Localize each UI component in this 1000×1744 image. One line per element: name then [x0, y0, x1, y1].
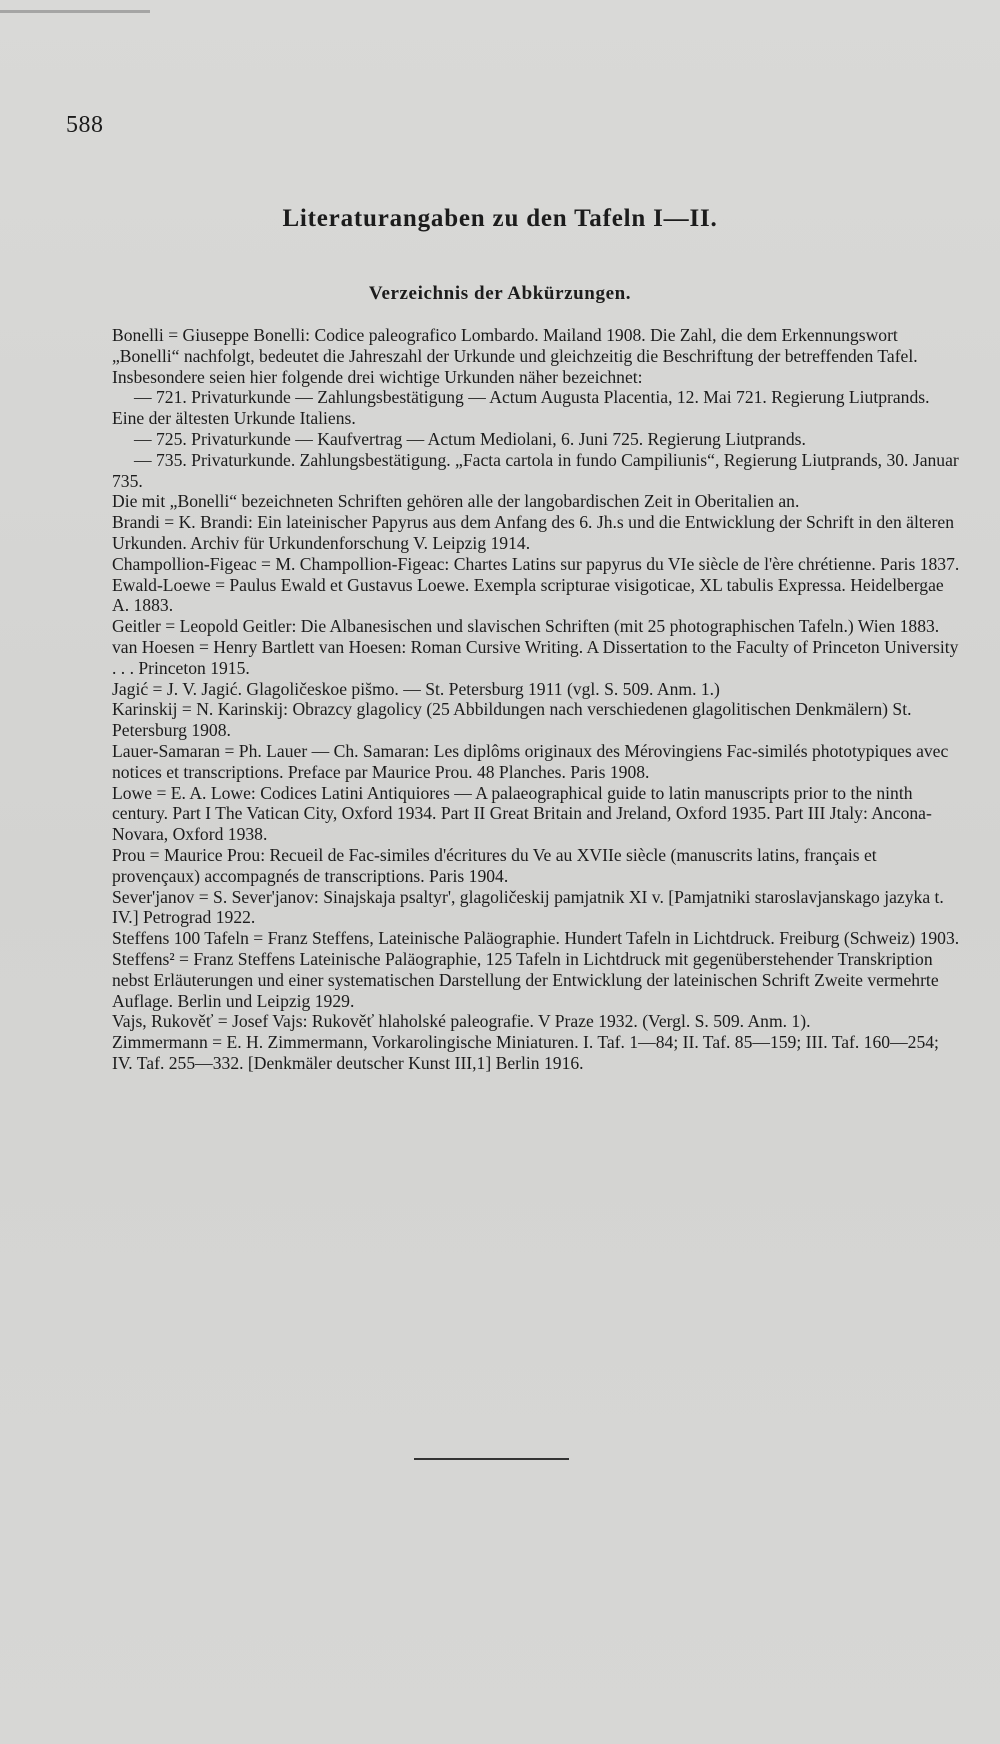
entry-ewald-loewe: Ewald-Loewe = Paulus Ewald et Gustavus Loewe. Exempla scripturae visigoticae, XL tabulis Expressa. Heidelbergae A. 1883. [112, 574, 944, 616]
entry-brandi: Brandi = K. Brandi: Ein lateinischer Papyrus aus dem Anfang des 6. Jh.s und die Entwicklung der Schrift in den älteren Urkunden. Archiv für Urkundenforschung V. Leipzig 1914. [112, 512, 955, 553]
entry-bonelli: Bonelli = Giuseppe Bonelli: Codice paleografico Lombardo. Mailand 1908. Die Zahl, die dem Erkennungswort „Bonelli“ nachfolgt, bedeutet die Jahreszahl der Urkunde und gleichzeitig die Beschriftung der betreffenden Tafel. Insbesondere seien hier folgende drei wichtige Urkunden näher bezeichnet: [112, 325, 918, 387]
page-title: Literaturangaben zu den Tafeln I—II. [282, 205, 718, 232]
abbreviation-list [112, 325, 964, 1074]
entry-jagic: Jagić = J. V. Jagić. Glagoličeskoe pis̆mo. — St. Petersburg 1911 (vgl. S. 509. Anm. 1.) [112, 678, 720, 699]
entry-bonelli-735: — 735. Privaturkunde. Zahlungsbestätigung. „Facta cartola in fundo Campiliunis“, Regierung Liutprands, 30. Januar 735. [112, 449, 959, 491]
entry-prou: Prou = Maurice Prou: Recueil de Fac-similes d'écritures du Ve au XVIIe siècle (manuscrits latins, français et provençaux) accompagnés de transcriptions. Paris 1904. [112, 844, 877, 886]
entry-lauer-samaran: Lauer-Samaran = Ph. Lauer — Ch. Samaran: Les diplôms originaux des Mérovingiens Fac-similés phototypiques avec notices et transcriptions. Preface par Maurice Prou. 48 Planches. Paris 1908. [112, 740, 949, 782]
entry-zimmermann: Zimmermann = E. H. Zimmermann, Vorkarolingische Miniaturen. I. Taf. 1—84; II. Taf. 85—159; III. Taf. 160—254; IV. Taf. 255—332. [Denkmäler deutscher Kunst III,1] Berlin 1916. [112, 1032, 939, 1073]
entry-karinskij: Karinskij = N. Karinskij: Obrazcy glagolicy (25 Abbildungen nach verschiedenen glagolitischen Denkmälern) St. Petersburg 1908. [112, 699, 912, 741]
closing-rule [414, 1458, 569, 1460]
entry-van-hoesen: van Hoesen = Henry Bartlett van Hoesen: Roman Cursive Writing. A Dissertation to the Faculty of Princeton University . . . Princeton 1915. [112, 636, 959, 678]
entry-lowe: Lowe = E. A. Lowe: Codices Latini Antiquiores — A palaeographical guide to latin manuscripts prior to the ninth century. Part I The Vatican City, Oxford 1934. Part II Great Britain and Jreland, Oxford 1935. Part III Jtaly: Ancona-Novara, Oxford 1938. [112, 782, 932, 845]
entry-severjanov: Sever'janov = S. Sever'janov: Sinajskaja psaltyr', glagoličeskij pamjatnik XI v. [Pamjatniki staroslavjanskago jazyka t. IV.] Petrograd 1922. [112, 886, 944, 928]
entry-champollion-figeac: Champollion-Figeac = M. Champollion-Figeac: Chartes Latins sur papyrus du VIe siècle de l'ère chrétienne. Paris 1837. [112, 553, 960, 574]
section-subtitle: Verzeichnis der Abkürzungen. [368, 283, 632, 304]
scan-edge-mark [0, 0, 150, 13]
entry-bonelli-721: — 721. Privaturkunde — Zahlungsbestätigung — Actum Augusta Placentia, 12. Mai 721. Regierung Liutprands. Eine der ältesten Urkunde Italiens. [112, 387, 930, 429]
entry-bonelli-725: — 725. Privaturkunde — Kaufvertrag — Actum Mediolani, 6. Juni 725. Regierung Liutprands. [134, 428, 806, 449]
entry-steffens-100: Steffens 100 Tafeln = Franz Steffens, Lateinische Paläographie. Hundert Tafeln in Lichtdruck. Freiburg (Schweiz) 1903. [112, 928, 960, 949]
page-number: 588 [66, 112, 104, 138]
entry-vajs: Vajs, Rukověť = Josef Vajs: Rukověť hlaholské paleografie. V Praze 1932. (Vergl. S. 509. Anm. 1). [112, 1011, 811, 1032]
entry-geitler: Geitler = Leopold Geitler: Die Albanesischen und slavischen Schriften (mit 25 photographischen Tafeln.) Wien 1883. [112, 616, 940, 637]
entry-bonelli-note: Die mit „Bonelli“ bezeichneten Schriften gehören alle der langobardischen Zeit in Oberitalien an. [112, 491, 800, 512]
entry-steffens-2: Steffens² = Franz Steffens Lateinische Paläographie, 125 Tafeln in Lichtdruck mit gegenüberstehender Transkription nebst Erläuterungen und einer systematischen Darstellung der Entwicklung der lateinischen Schrift Zweite vermehrte Auflage. Berlin und Leipzig 1929. [112, 948, 939, 1011]
